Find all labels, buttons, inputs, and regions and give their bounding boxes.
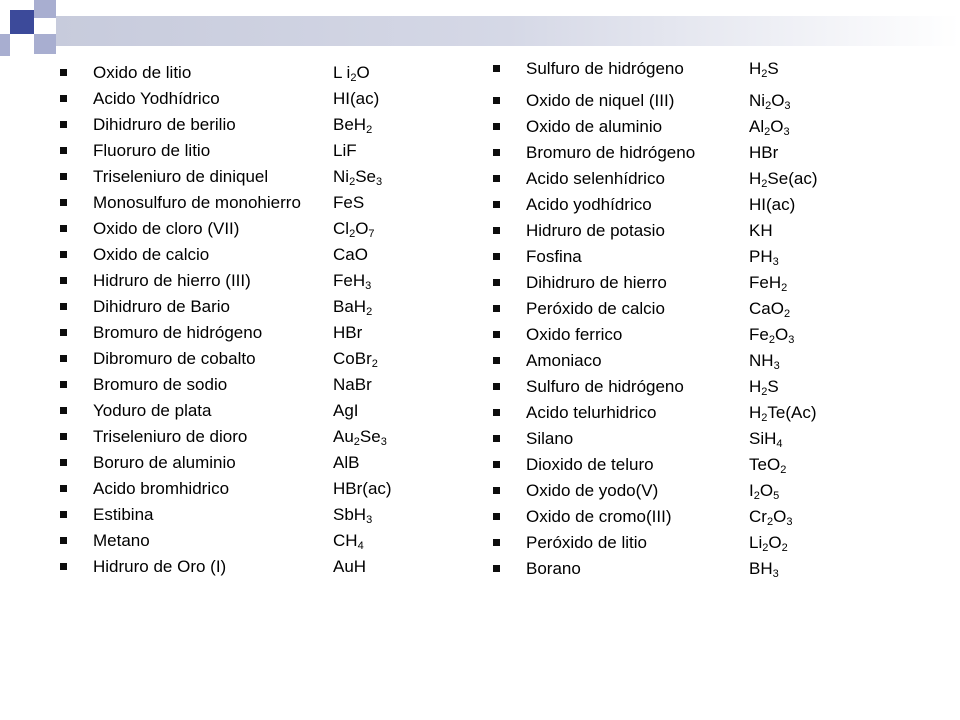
formula-text: TeO xyxy=(749,455,781,474)
compound-formula xyxy=(749,426,783,452)
header-bar xyxy=(56,16,960,46)
formula-text: BeH xyxy=(333,115,367,134)
compound-name: Acido yodhídrico xyxy=(526,195,652,214)
formula-subscript: 3 xyxy=(366,514,373,526)
formula-text: H xyxy=(749,169,762,188)
formula-subscript: 3 xyxy=(380,436,387,448)
bullet-square-icon xyxy=(60,147,67,154)
compound-name: Oxido de cloro (VII) xyxy=(93,219,240,238)
formula-text: FeH xyxy=(749,273,782,292)
formula-subscript: 4 xyxy=(776,438,783,450)
bullet-square-icon xyxy=(60,173,67,180)
compound-name: Hidruro de hierro (III) xyxy=(93,271,251,290)
compound-name: Oxido de cromo(III) xyxy=(526,507,672,526)
formula-text: HBr xyxy=(333,323,363,342)
compound-formula xyxy=(749,478,779,504)
compound-name: Acido bromhidrico xyxy=(93,479,230,498)
formula-text: O xyxy=(768,533,782,552)
formula-subscript: 2 xyxy=(781,282,788,294)
compound-name: Bromuro de sodio xyxy=(93,375,228,394)
formula-subscript: 2 xyxy=(764,126,771,138)
bullet-square-icon xyxy=(60,407,67,414)
compound-formula xyxy=(333,476,392,502)
formula-text: LiF xyxy=(333,141,357,160)
compound-name: Bromuro de hidrógeno xyxy=(526,143,696,162)
formula-subscript: 2 xyxy=(783,308,791,320)
formula-subscript: 3 xyxy=(783,126,790,138)
formula-subscript: 2 xyxy=(753,490,760,502)
compound-formula xyxy=(749,244,779,270)
formula-subscript: 2 xyxy=(349,176,356,188)
bullet-square-icon xyxy=(493,383,500,390)
compound-formula xyxy=(333,242,368,268)
formula-text: HBr xyxy=(749,143,779,162)
formula-text: Ni xyxy=(749,91,766,110)
compound-name: Triseleniuro de dioro xyxy=(93,427,248,446)
compound-formula xyxy=(749,374,779,400)
formula-text: O xyxy=(356,63,370,82)
formula-text: S xyxy=(767,59,779,78)
formula-text: BaH xyxy=(333,297,367,316)
compound-name: Oxido de calcio xyxy=(93,245,210,264)
compound-name: Bromuro de hidrógeno xyxy=(93,323,263,342)
formula-subscript: 2 xyxy=(366,124,373,136)
formula-subscript: 5 xyxy=(773,490,780,502)
formula-subscript: 3 xyxy=(784,100,791,112)
compound-name: Acido telurhidrico xyxy=(526,403,657,422)
formula-text: Li xyxy=(749,533,763,552)
formula-text: CaO xyxy=(749,299,784,318)
bullet-square-icon xyxy=(60,459,67,466)
compound-name: Sulfuro de hidrógeno xyxy=(526,59,684,78)
formula-text: Ni xyxy=(333,167,350,186)
compound-name: Silano xyxy=(526,429,574,448)
bullet-square-icon xyxy=(60,563,67,570)
bullet-square-icon xyxy=(60,121,67,128)
bullet-square-icon xyxy=(60,303,67,310)
corner-square-dark xyxy=(10,10,34,34)
compound-formula xyxy=(333,346,378,372)
compound-formula xyxy=(333,320,362,346)
formula-subscript: 3 xyxy=(772,568,779,580)
compound-name: Dioxido de teluro xyxy=(526,455,654,474)
bullet-square-icon xyxy=(60,225,67,232)
compound-name: Estibina xyxy=(93,505,154,524)
formula-subscript: 7 xyxy=(368,228,375,240)
compound-formula xyxy=(333,424,387,450)
formula-subscript: 2 xyxy=(780,464,787,476)
formula-text: Cr xyxy=(749,507,767,526)
bullet-square-icon xyxy=(493,227,500,234)
bullet-square-icon xyxy=(493,357,500,364)
bullet-square-icon xyxy=(493,175,500,182)
formula-text: PH xyxy=(749,247,773,266)
compound-name: Dihidruro de Bario xyxy=(93,297,231,316)
formula-text: O xyxy=(773,507,787,526)
formula-subscript: 2 xyxy=(761,68,768,80)
bullet-square-icon xyxy=(493,461,500,468)
bullet-square-icon xyxy=(493,513,500,520)
compound-name: Sulfuro de hidrógeno xyxy=(526,377,684,396)
compound-formula xyxy=(749,296,790,322)
formula-text: H xyxy=(749,403,762,422)
formula-text: CoBr xyxy=(333,349,372,368)
bullet-square-icon xyxy=(493,201,500,208)
formula-text: HBr(ac) xyxy=(333,479,392,498)
formula-subscript: 2 xyxy=(366,306,373,318)
formula-text: SiH xyxy=(749,429,777,448)
bullet-square-icon xyxy=(60,511,67,518)
formula-text: NH xyxy=(749,351,774,370)
bullet-square-icon xyxy=(493,539,500,546)
formula-subscript: 3 xyxy=(788,334,795,346)
formula-subscript: 2 xyxy=(765,100,772,112)
compound-name: Boruro de aluminio xyxy=(93,453,236,472)
formula-text: NaBr xyxy=(333,375,372,394)
compound-name: Hidruro de Oro (I) xyxy=(93,557,227,576)
formula-text: Te(Ac) xyxy=(767,403,817,422)
compound-formula xyxy=(333,294,372,320)
compound-name: Oxido de litio xyxy=(93,63,192,82)
bullet-square-icon xyxy=(493,435,500,442)
formula-text: Se xyxy=(359,427,381,446)
bullet-square-icon xyxy=(60,95,67,102)
compound-formula xyxy=(333,112,372,138)
formula-text: O xyxy=(355,219,369,238)
formula-text: H xyxy=(749,59,762,78)
formula-text: O xyxy=(759,481,774,500)
compound-name: Dibromuro de cobalto xyxy=(93,349,256,368)
compound-name: Borano xyxy=(526,559,581,578)
formula-subscript: 2 xyxy=(353,436,360,448)
bullet-square-icon xyxy=(60,251,67,258)
bullet-square-icon xyxy=(493,331,500,338)
formula-text: HI(ac) xyxy=(749,195,796,214)
compound-formula xyxy=(333,138,357,164)
compound-name: Amoniaco xyxy=(526,351,602,370)
formula-text: SbH xyxy=(333,505,367,524)
corner-square-light xyxy=(0,34,10,56)
compound-formula xyxy=(749,530,788,556)
bullet-square-icon xyxy=(493,487,500,494)
compound-formula xyxy=(333,372,372,398)
compound-formula xyxy=(333,502,372,528)
compound-formula xyxy=(333,528,364,554)
compound-formula xyxy=(749,140,778,166)
compound-name: Oxido ferrico xyxy=(526,325,623,344)
bullet-square-icon xyxy=(60,537,67,544)
bullet-square-icon xyxy=(493,149,500,156)
formula-subscript: 2 xyxy=(371,358,378,370)
compound-formula xyxy=(749,400,817,426)
formula-text: FeH xyxy=(333,271,366,290)
compound-name: Oxido de niquel (III) xyxy=(526,91,675,110)
compound-name: Oxido de yodo(V) xyxy=(526,481,659,500)
compound-formula xyxy=(749,88,791,114)
bullet-square-icon xyxy=(493,65,500,72)
compound-formula xyxy=(333,216,375,242)
bullet-square-icon xyxy=(493,409,500,416)
formula-text: L i xyxy=(333,63,351,82)
formula-text: BH xyxy=(749,559,773,578)
formula-text: Se(ac) xyxy=(767,169,818,188)
formula-subscript: 3 xyxy=(773,360,780,372)
formula-text: Al xyxy=(749,117,765,136)
formula-text: Se xyxy=(355,167,376,186)
compound-name: Triseleniuro de diniquel xyxy=(93,167,269,186)
formula-text: HI(ac) xyxy=(333,89,380,108)
compound-name: Hidruro de potasio xyxy=(526,221,665,240)
compound-formula xyxy=(749,192,795,218)
formula-subscript: 4 xyxy=(357,540,364,552)
compound-name: Oxido de aluminio xyxy=(526,117,663,136)
compound-name: Metano xyxy=(93,531,150,550)
compound-formula xyxy=(333,164,382,190)
formula-text: O xyxy=(770,117,784,136)
bullet-square-icon xyxy=(60,381,67,388)
formula-subscript: 3 xyxy=(772,256,779,268)
bullet-square-icon xyxy=(493,565,500,572)
compound-formula xyxy=(333,450,359,476)
formula-subscript: 2 xyxy=(768,334,775,346)
compound-formula xyxy=(749,452,786,478)
compound-name: Acido Yodhídrico xyxy=(93,89,220,108)
formula-text: KH xyxy=(749,221,773,240)
compound-formula xyxy=(333,60,370,86)
compound-name: Yoduro de plata xyxy=(93,401,212,420)
compound-formula xyxy=(333,268,371,294)
formula-subscript: 2 xyxy=(349,228,356,240)
formula-text: Fe xyxy=(749,325,769,344)
bullet-square-icon xyxy=(493,253,500,260)
formula-subscript: 2 xyxy=(766,516,774,528)
compound-formula xyxy=(333,190,364,216)
compound-name: Dihidruro de berilio xyxy=(93,115,236,134)
formula-text: I xyxy=(749,481,754,500)
compound-formula xyxy=(749,556,779,582)
corner-square-dark xyxy=(10,54,28,56)
formula-subscript: 2 xyxy=(781,542,788,554)
formula-text: S xyxy=(767,377,779,396)
formula-text: Cl xyxy=(333,219,350,238)
formula-subscript: 2 xyxy=(761,178,768,190)
bullet-square-icon xyxy=(493,123,500,130)
compound-name: Fluoruro de litio xyxy=(93,141,211,160)
compound-formula xyxy=(749,270,787,296)
formula-subscript: 3 xyxy=(375,176,383,188)
bullet-square-icon xyxy=(60,433,67,440)
corner-square-light xyxy=(34,34,56,54)
compound-formula xyxy=(749,504,792,530)
formula-text: AgI xyxy=(333,401,359,420)
formula-text: AuH xyxy=(333,557,367,576)
formula-text: CH xyxy=(333,531,358,550)
compound-formula xyxy=(749,218,773,244)
formula-text: AlB xyxy=(333,453,360,472)
formula-subscript: 3 xyxy=(365,280,372,292)
formula-text: H xyxy=(749,377,762,396)
compound-formula xyxy=(333,554,366,580)
compound-name: Dihidruro de hierro xyxy=(526,273,667,292)
formula-text: Au xyxy=(333,427,354,446)
bullet-square-icon xyxy=(60,355,67,362)
bullet-square-icon xyxy=(60,277,67,284)
bullet-square-icon xyxy=(60,69,67,76)
bullet-square-icon xyxy=(493,279,500,286)
formula-text: CaO xyxy=(333,245,368,264)
formula-subscript: 2 xyxy=(761,412,768,424)
compound-formula xyxy=(749,114,790,140)
compound-name: Acido selenhídrico xyxy=(526,169,665,188)
compound-formula xyxy=(749,166,817,192)
compound-formula xyxy=(333,86,379,112)
bullet-square-icon xyxy=(493,305,500,312)
compound-name: Peróxido de calcio xyxy=(526,299,665,318)
compound-name: Monosulfuro de monohierro xyxy=(93,193,301,212)
formula-subscript: 2 xyxy=(762,542,769,554)
formula-text: FeS xyxy=(333,193,365,212)
bullet-square-icon xyxy=(493,97,500,104)
bullet-square-icon xyxy=(60,329,67,336)
formula-subscript: 2 xyxy=(350,72,357,84)
compound-formula xyxy=(333,398,359,424)
formula-subscript: 2 xyxy=(761,386,768,398)
compound-name: Fosfina xyxy=(526,247,582,266)
compound-formula xyxy=(749,348,780,374)
formula-text: O xyxy=(771,91,785,110)
compound-name: Peróxido de litio xyxy=(526,533,647,552)
compound-formula xyxy=(749,322,794,348)
compound-formula xyxy=(749,56,779,82)
bullet-square-icon xyxy=(60,485,67,492)
formula-text: O xyxy=(774,325,789,344)
formula-subscript: 3 xyxy=(786,516,793,528)
corner-square-light xyxy=(34,0,56,18)
bullet-square-icon xyxy=(60,199,67,206)
